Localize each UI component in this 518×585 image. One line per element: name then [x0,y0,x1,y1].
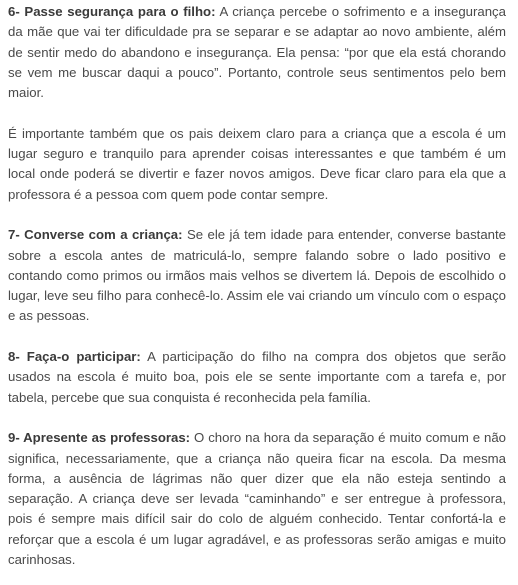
school-safety-text: É importante também que os pais deixem claro para a criança que a escola é um lugar seguro e tranquilo para aprender coisas interessantes e que também é um local onde poderá se divertir e fazer novos amigos. Deve ficar claro para ela que a professora é a pessoa com quem pode contar sempre. [8,125,506,202]
tip-8-heading: 8- Faça-o participar: [8,349,141,365]
tip-8-text: A participação do filho na compra dos objetos que serão usados na escola é muito boa, pois ele se sente importante com a tarefa e, por tabela, percebe que sua conquista é reconhecida pela família. [8,349,506,405]
paragraph-tip-6 [8,2,506,103]
paragraph-tip-9 [8,428,506,570]
tip-9-heading: 9- Apresente as professoras: [8,430,191,446]
tip-7-heading: 7- Converse com a criança: [8,227,183,243]
tip-9-text: O choro na hora da separação é muito comum e não significa, necessariamente, que a criança não queira ficar na escola. Da mesma forma, a ausência de lágrimas não quer dizer que ela não esteja sentindo a separação. A criança deve ser levada “caminhando” e ser entregue à professora, pois é sempre mais difícil sair do colo de alguém conhecido. Tentar confortá-la e reforçar que a escola é um lugar agradável, e as professoras serão amigas e muito carinhosas. [8,430,506,568]
paragraph-tip-7 [8,225,506,326]
tip-7-text: Se ele já tem idade para entender, converse bastante sobre a escola antes de matriculá-lo, sempre falando sobre o lado positivo e contando como primos ou irmãos mais velhos se divertem lá. Depois de escolhido o lugar, leve seu filho para conhecê-lo. Assim ele vai criando um vínculo com o espaço e as pessoas. [8,227,507,324]
paragraph-school-safety [8,124,506,205]
paragraph-tip-8 [8,347,506,408]
tip-6-heading: 6- Passe segurança para o filho: [8,4,216,19]
tip-6-text: A criança percebe o sofrimento e a insegurança da mãe que vai ter dificuldade pra se separar e se adaptar ao novo ambiente, além de sentir medo do abandono e insegurança. Ela pensa: “por que ela está chorando se vem me buscar daqui a pouco”. Portanto, controle seus sentimentos pelo bem maior. [8,4,506,101]
